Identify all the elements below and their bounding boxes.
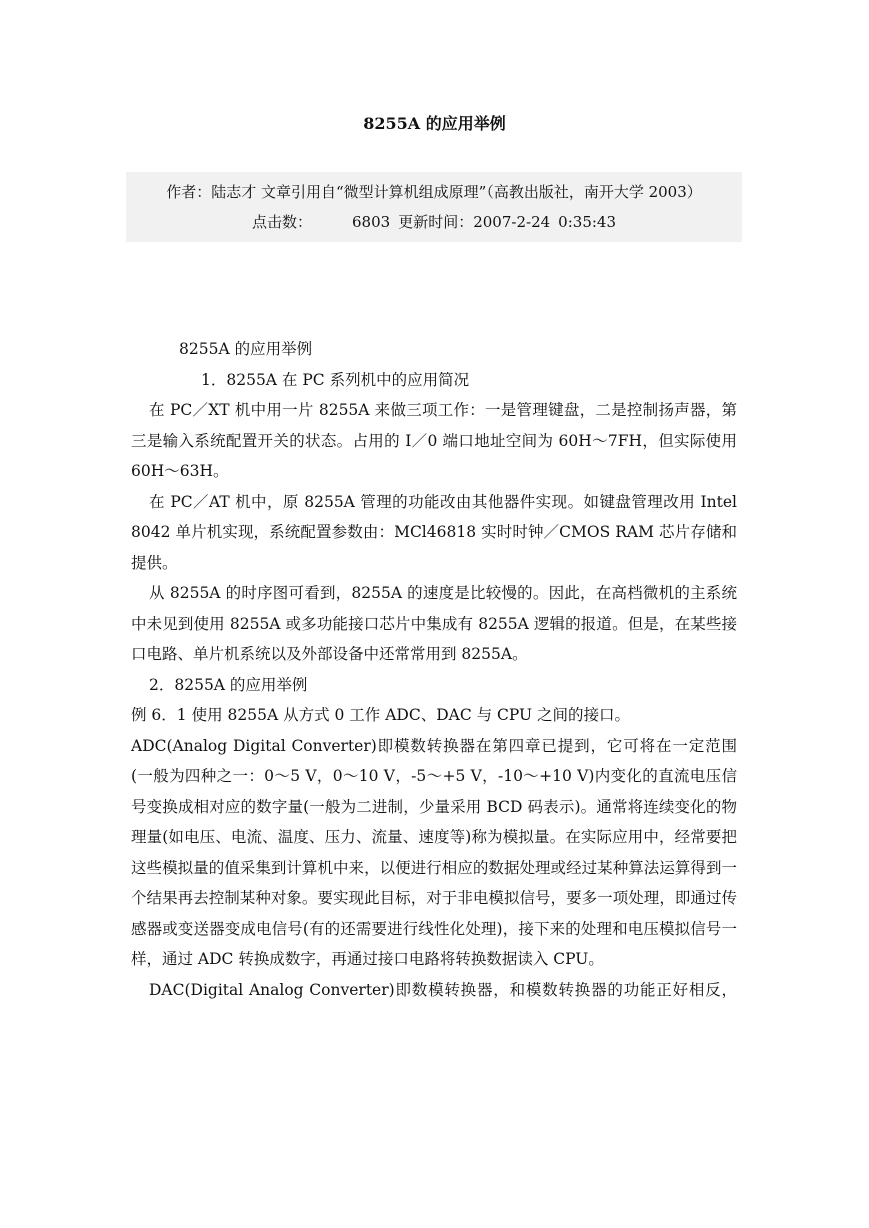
paragraph-adc: ADC(Analog Digital Converter)即模数转换器在第四章已提到，它可将在一定范围(一般为四种之一：0～5 V，0～10 V，-5～+5 V，-10～+10 V)内变化的直流电压信号变换成相对应的数字量(一般为二进制，少量采用 BCD 码表示)。通常将连续变化的物理量(如电压、电流、温度、压力、流量、速度等)称为模拟量。在实际应用中，经常要把这些模拟量的值采集到计算机中来，以便进行相应的数据处理或经过某种算法运算得到一个结果再去控制某种对象。要实现此目标，对于非电模拟信号，要多一项处理，即通过传感器或变送器变成电信号(有的还需要进行线性化处理)，接下来的处理和电压模拟信号一样，通过 ADC 转换成数字，再通过接口电路将转换数据读入 CPU。	[131, 736, 737, 968]
clicks-value: 6803	[352, 213, 391, 231]
article-body	[131, 334, 737, 1005]
paragraph-pc-xt: 在 PC／XT 机中用一片 8255A 来做三项工作：一是管理键盘，二是控制扬声器，第三是输入系统配置开关的状态。占用的 I／0 端口地址空间为 60H～7FH，但实际使用 60H～63H。	[131, 401, 737, 480]
paragraph-dac: DAC(Digital Analog Converter)即数模转换器，和模数转换器的功能正好相反，	[149, 980, 737, 999]
clicks-label: 点击数：	[252, 213, 313, 231]
updated-date: 2007-2-24	[473, 213, 551, 231]
article-title: 8255A 的应用举例	[363, 114, 506, 133]
stats-line	[126, 207, 742, 237]
author-line: 作者：陆志才 文章引用自“微型计算机组成原理”（高教出版社，南开大学 2003）	[166, 183, 702, 201]
paragraph-pc-at: 在 PC／AT 机中，原 8255A 管理的功能改由其他器件实现。如键盘管理改用 Intel 8042 单片机实现，系统配置参数由：MCl46818 实时时钟／CMOS RAM 芯片存储和提供。	[131, 492, 737, 572]
updated-label: 更新时间：	[398, 213, 474, 231]
updated-time: 0:35:43	[558, 213, 616, 231]
section-heading-2: 2．8255A 的应用举例	[149, 675, 308, 694]
content-heading: 8255A 的应用举例	[179, 340, 313, 358]
example-line: 例 6．1 使用 8255A 从方式 0 工作 ADC、DAC 与 CPU 之间的接口。	[131, 706, 631, 724]
article-meta-box	[126, 172, 742, 242]
section-heading-1: 1．8255A 在 PC 系列机中的应用简况	[201, 370, 470, 389]
paragraph-timing: 从 8255A 的时序图可看到，8255A 的速度是比较慢的。因此，在高档微机的主系统中未见到使用 8255A 或多功能接口芯片中集成有 8255A 逻辑的报道。但是，在某些接口电路、单片机系统以及外部设备中还常常用到 8255A。	[131, 584, 737, 663]
